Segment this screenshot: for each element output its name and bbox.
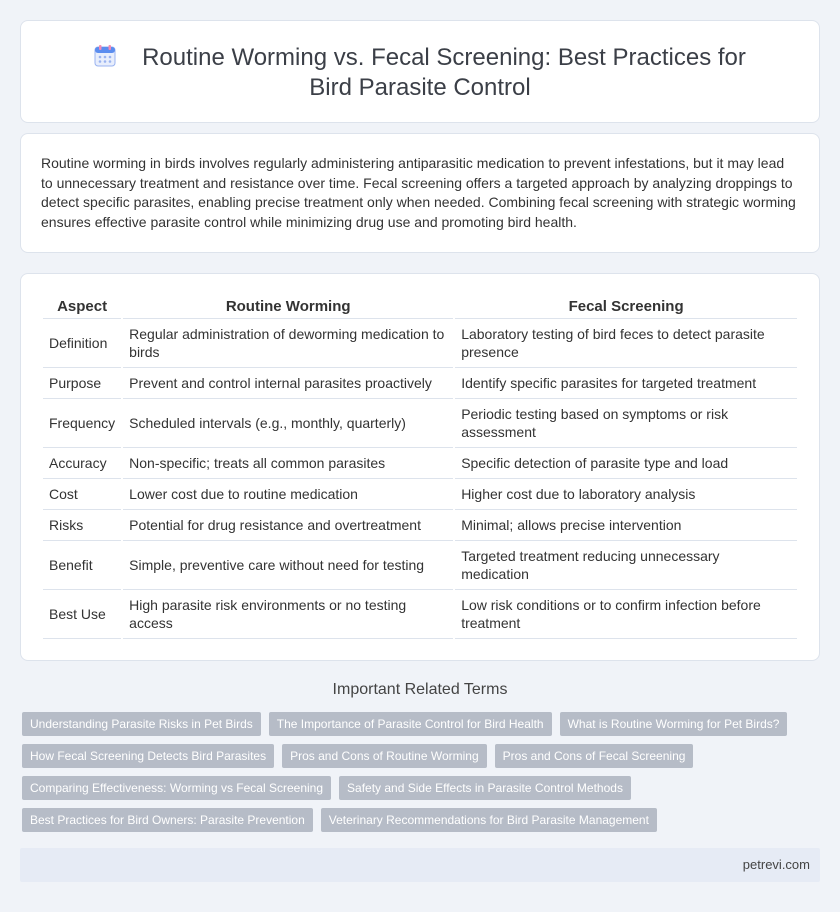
table-row [43, 510, 797, 541]
table-row [43, 368, 797, 399]
table-row [43, 541, 797, 590]
routine-worming-cell: Scheduled intervals (e.g., monthly, quarterly) [123, 399, 453, 448]
fecal-screening-cell: Minimal; allows precise intervention [455, 510, 797, 541]
aspect-cell: Benefit [43, 541, 121, 590]
related-term-tag[interactable]: How Fecal Screening Detects Bird Parasites [22, 744, 274, 768]
routine-worming-cell: Lower cost due to routine medication [123, 479, 453, 510]
tag-row [22, 808, 802, 832]
footer-site-link[interactable]: petrevi.com [742, 857, 810, 872]
table-header-row [43, 296, 797, 319]
related-term-tag[interactable]: Best Practices for Bird Owners: Parasite Prevention [22, 808, 313, 832]
related-term-tag[interactable]: Safety and Side Effects in Parasite Control Methods [339, 776, 631, 800]
aspect-cell: Definition [43, 319, 121, 368]
related-term-tag[interactable]: Pros and Cons of Fecal Screening [495, 744, 694, 768]
aspect-cell: Purpose [43, 368, 121, 399]
intro-paragraph: Routine worming in birds involves regularly administering antiparasitic medication to prevent infestations, but it may lead to unnecessary treatment and resistance over time. Fecal screening offers a targeted approach by analyzing droppings to detect specific parasites, enabling precise treatment only when needed. Combining fecal screening with strategic worming ensures effective parasite control while minimizing drug use and promoting bird health. [41, 155, 796, 230]
related-term-tag[interactable]: Pros and Cons of Routine Worming [282, 744, 487, 768]
aspect-cell: Best Use [43, 590, 121, 639]
related-term-tag[interactable]: Veterinary Recommendations for Bird Parasite Management [321, 808, 657, 832]
routine-worming-cell: Potential for drug resistance and overtreatment [123, 510, 453, 541]
aspect-cell: Frequency [43, 399, 121, 448]
table-row [43, 399, 797, 448]
related-term-tag[interactable]: Comparing Effectiveness: Worming vs Fecal Screening [22, 776, 331, 800]
tag-row [22, 744, 802, 768]
fecal-screening-cell: Laboratory testing of bird feces to detect parasite presence [455, 319, 797, 368]
footer [20, 848, 820, 882]
related-term-tag[interactable]: Understanding Parasite Risks in Pet Birds [22, 712, 261, 736]
routine-worming-cell: Prevent and control internal parasites proactively [123, 368, 453, 399]
routine-worming-cell: Non-specific; treats all common parasites [123, 448, 453, 479]
page-title-text: Routine Worming vs. Fecal Screening: Best Practices for Bird Parasite Control [142, 44, 746, 101]
related-terms-list [22, 712, 802, 840]
fecal-screening-cell: Targeted treatment reducing unnecessary medication [455, 541, 797, 590]
fecal-screening-cell: Periodic testing based on symptoms or risk assessment [455, 399, 797, 448]
fecal-screening-cell: Higher cost due to laboratory analysis [455, 479, 797, 510]
fecal-screening-cell: Specific detection of parasite type and load [455, 448, 797, 479]
table-row [43, 479, 797, 510]
related-term-tag[interactable]: The Importance of Parasite Control for Bird Health [269, 712, 552, 736]
table-row [43, 448, 797, 479]
table-row [43, 319, 797, 368]
aspect-cell: Accuracy [43, 448, 121, 479]
related-term-tag[interactable]: What is Routine Worming for Pet Birds? [560, 712, 788, 736]
fecal-screening-cell: Low risk conditions or to confirm infection before treatment [455, 590, 797, 639]
aspect-cell: Cost [43, 479, 121, 510]
column-header-aspect: Aspect [43, 296, 121, 319]
page-title [21, 43, 819, 103]
column-header-fecal-screening: Fecal Screening [455, 296, 797, 319]
table-row [43, 590, 797, 639]
column-header-routine-worming: Routine Worming [123, 296, 453, 319]
calendar-icon [94, 45, 116, 67]
aspect-cell: Risks [43, 510, 121, 541]
intro-card [20, 133, 820, 253]
routine-worming-cell: Regular administration of deworming medication to birds [123, 319, 453, 368]
tag-row [22, 712, 802, 736]
related-terms-title: Important Related Terms [332, 681, 508, 698]
comparison-table [41, 296, 799, 639]
comparison-card [20, 273, 820, 661]
routine-worming-cell: Simple, preventive care without need for testing [123, 541, 453, 590]
fecal-screening-cell: Identify specific parasites for targeted treatment [455, 368, 797, 399]
routine-worming-cell: High parasite risk environments or no testing access [123, 590, 453, 639]
tag-row [22, 776, 802, 800]
header-card [20, 20, 820, 123]
